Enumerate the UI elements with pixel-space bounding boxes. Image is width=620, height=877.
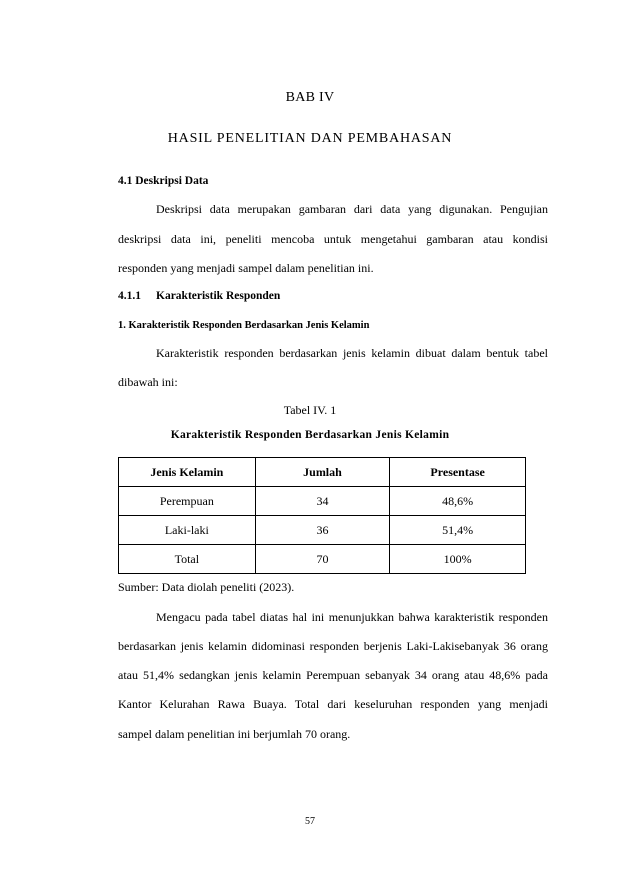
table-cell: Laki-laki xyxy=(119,516,256,545)
table-cell: 48,6% xyxy=(390,487,526,516)
table-cell: 70 xyxy=(255,545,390,574)
table-row xyxy=(119,545,526,574)
list-item-heading: 1. Karakteristik Responden Berdasarkan Jenis Kelamin xyxy=(118,320,370,331)
table-label: Tabel IV. 1 xyxy=(283,403,337,417)
table-header-cell: Jumlah xyxy=(255,458,390,487)
paragraph-line: deskripsi data ini, peneliti mencoba untuk mengetahui gambaran atau kondisi xyxy=(118,232,548,246)
subsection-title: Karakteristik Responden xyxy=(156,290,281,302)
table-cell: 34 xyxy=(255,487,390,516)
paragraph-line: responden yang menjadi sampel dalam penelitian ini. xyxy=(118,261,374,275)
table-header-cell: Presentase xyxy=(390,458,526,487)
paragraph-line: sampel dalam penelitian ini berjumlah 70 orang. xyxy=(118,727,351,741)
table-caption: Karakteristik Responden Berdasarkan Jenis Kelamin xyxy=(170,429,450,441)
subsection-heading xyxy=(118,290,280,302)
table-cell: 100% xyxy=(390,545,526,574)
chapter-heading: BAB IV xyxy=(285,90,335,105)
table-cell: 51,4% xyxy=(390,516,526,545)
paragraph-line: berdasarkan jenis kelamin didominasi responden berjenis Laki-Lakisebanyak 36 orang xyxy=(118,639,548,653)
paragraph-line: atau 51,4% sedangkan jenis kelamin Perempuan sebanyak 34 orang atau 48,6% pada xyxy=(118,668,548,682)
table-row xyxy=(119,516,526,545)
chapter-title: HASIL PENELITIAN DAN PEMBAHASAN xyxy=(167,131,453,146)
paragraph-line: dibawah ini: xyxy=(118,375,178,389)
table-source: Sumber: Data diolah peneliti (2023). xyxy=(118,580,295,594)
table-cell: Perempuan xyxy=(119,487,256,516)
page-number: 57 xyxy=(305,816,315,827)
subsection-number: 4.1.1 xyxy=(118,290,141,302)
table-cell: Total xyxy=(119,545,256,574)
paragraph-line: Deskripsi data merupakan gambaran dari data yang digunakan. Pengujian xyxy=(156,202,548,216)
table-header-cell: Jenis Kelamin xyxy=(119,458,256,487)
gender-table xyxy=(118,457,526,574)
table-cell: 36 xyxy=(255,516,390,545)
paragraph-line: Kantor Kelurahan Rawa Buaya. Total dari keseluruhan responden yang menjadi xyxy=(118,697,548,711)
paragraph-line: Mengacu pada tabel diatas hal ini menunjukkan bahwa karakteristik responden xyxy=(156,610,548,624)
section-heading: 4.1 Deskripsi Data xyxy=(118,175,209,187)
paragraph-line: Karakteristik responden berdasarkan jenis kelamin dibuat dalam bentuk tabel xyxy=(156,346,548,360)
table-row xyxy=(119,487,526,516)
table-header-row xyxy=(119,458,526,487)
